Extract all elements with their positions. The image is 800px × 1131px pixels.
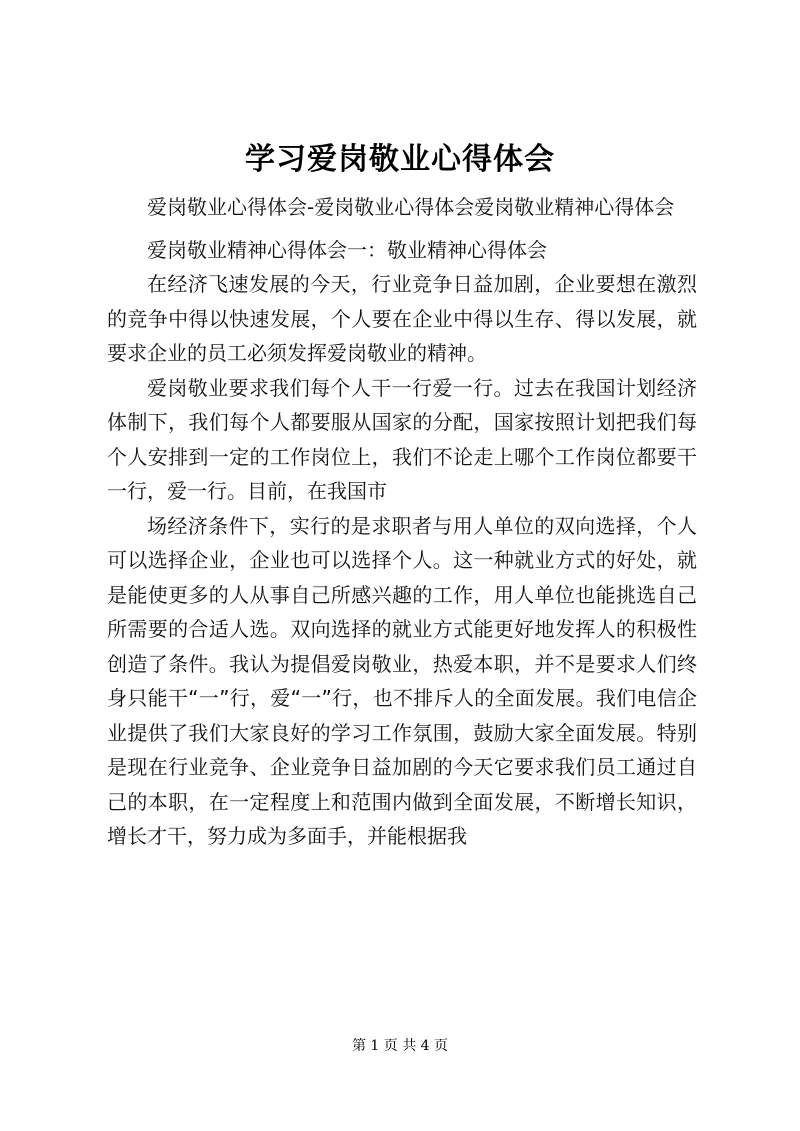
paragraph-3: 在经济飞速发展的今天，行业竞争日益加剧，企业要想在激烈的竞争中得以快速发展，个人要在企业中得以生存、得以发展，就要求企业的员工必须发挥爱岗敬业的精神。 [107, 272, 697, 365]
paragraph-5: 场经济条件下，实行的是求职者与用人单位的双向选择，个人可以选择企业，企业也可以选择个人。这一种就业方式的好处，就是能使更多的人从事自己所感兴趣的工作，用人单位也能挑选自己所需要的合适人选。双向选择的就业方式能更好地发挥人的积极性创造了条件。我认为提倡爱岗敬业，热爱本职，并不是要求人们终身只能干“一”行，爱“一”行，也不排斥人的全面发展。我们电信企业提供了我们大家良好的学习工作氛围，鼓励大家全面发展。特别是现在行业竞争、企业竞争日益加剧的今天它要求我们员工通过自己的本职，在一定程度上和范围内做到全面发展，不断增长知识，增长才干，努力成为多面手，并能根据我 [107, 513, 697, 848]
page-number-footer: 第 1 页 共 4 页 [351, 1038, 449, 1054]
paragraph-2: 爱岗敬业精神心得体会一：敬业精神心得体会 [147, 237, 547, 262]
document-body [107, 190, 697, 854]
paragraph-1: 爱岗敬业心得体会-爱岗敬业心得体会爱岗敬业精神心得体会 [147, 195, 675, 219]
paragraph-4: 爱岗敬业要求我们每个人干一行爱一行。过去在我国计划经济体制下，我们每个人都要服从国家的分配，国家按照计划把我们每个人安排到一定的工作岗位上，我们不论走上哪个工作岗位都要干一行，爱一行。目前，在我国市 [107, 375, 697, 503]
document-title: 学习爱岗敬业心得体会 [245, 142, 555, 177]
